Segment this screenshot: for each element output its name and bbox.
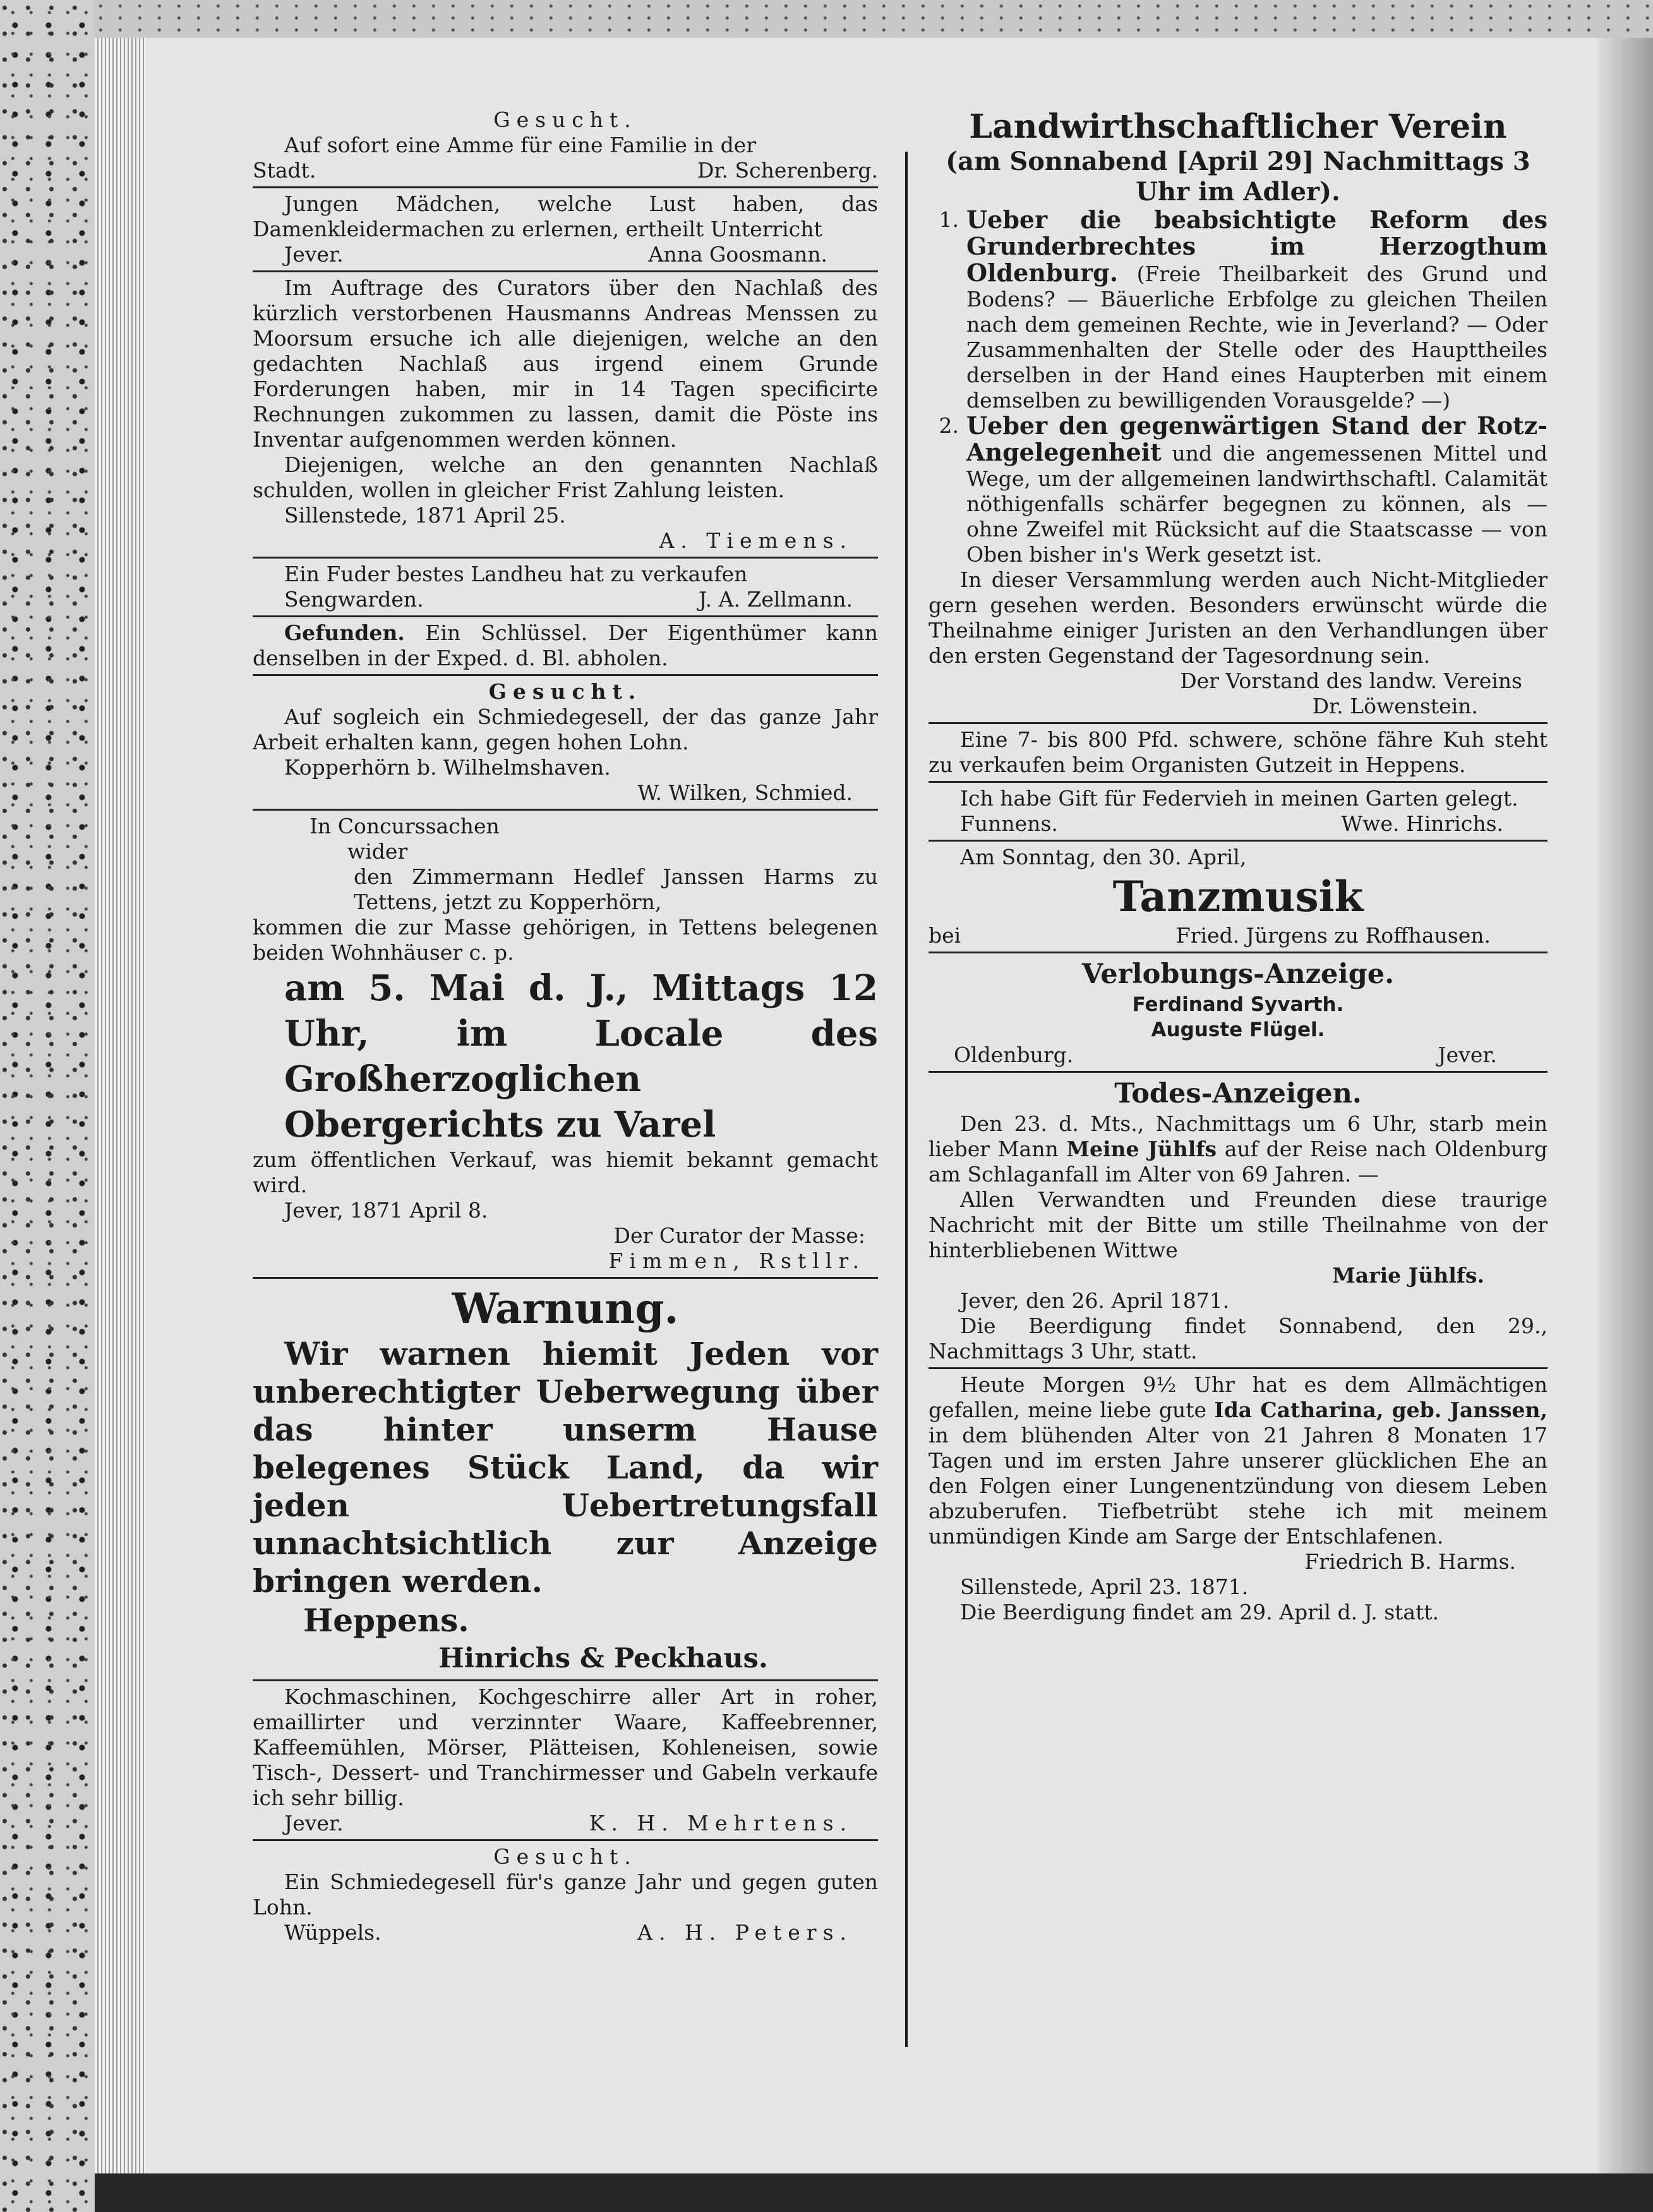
ad-text-6: in dem blühenden Alter von 21 Jahren 8 Monaten 17 Tagen und im ersten Jahre unserer glücklichen Ehe an den Folgen einer Lungenentzündung von diesem Leben abzuberufen. Tiefbetrübt stehe ich mit meinem unmündigen Kinde am Sarge der Entschlafenen. [929, 1423, 1548, 1549]
ad-text-2: Diejenigen, welche an den genannten Nachlaß schulden, wollen in gleicher Frist Zahlung leisten. [253, 452, 878, 502]
ad-landwirtschaft-verein [929, 107, 1548, 719]
ad-signer: Hinrichs & Peckhaus. [438, 1643, 768, 1674]
column-divider [905, 152, 908, 2047]
ad-heu [253, 562, 878, 612]
ad-text: Kochmaschinen, Kochgeschirre aller Art in roher, emaillirter und verzinnter Waare, Kaffeebrenner, Kaffeemühlen, Mörser, Plätteisen, Kohleneisen, sowie Tisch-, Dessert- und Tranchirmesser und Gabeln verkaufe ich sehr billig. [253, 1684, 878, 1810]
deceased-name: Meine Jühlfs [1066, 1137, 1217, 1161]
ad-text: Im Auftrage des Curators über den Nachlaß des kürzlich verstorbenen Hausmanns Andreas Menssen zu Moorsum ersuche ich alle diejenigen, welche an den gedachten Nachlaß aus irgend einem Grunde Forderungen haben, mir in 14 Tagen specificirte Rechnungen zukommen zu lassen, damit die Pöste ins Inventar aufgenommen werden können. [253, 275, 878, 452]
agenda-title: Ueber die beabsichtigte Reform des Grunderbrechtes im Herzogthum Oldenburg. [966, 205, 1548, 287]
ad-signer: W. Wilken, Schmied. [637, 780, 853, 805]
ad-separator [253, 674, 878, 676]
ad-separator [253, 1679, 878, 1681]
ad-heading: Warnung. [452, 1284, 679, 1333]
ad-text: In dieser Versammlung werden auch Nicht-Mitglieder gern gesehen werden. Besonders erwünscht würde die Theilnahme einiger Juristen an den Verhandlungen über den ersten Gegenstand der Tagesordnung sein. [929, 567, 1548, 668]
ad-place: Sengwarden. [284, 587, 424, 612]
ad-kochmaschinen [253, 1684, 878, 1836]
ad-text: Wir warnen hiemit Jeden vor unberechtigter Ueberwegung über das hinter unserm Hause belegenes Stück Land, da wir jeden Uebertretungsfall unnachtsichtlich zur Anzeige bringen werden. [253, 1335, 878, 1600]
ad-signer: A. Tiemens. [659, 528, 853, 553]
ad-place: Jever. [284, 1811, 344, 1835]
ad-separator [929, 722, 1548, 724]
ad-heading: Landwirthschaftlicher Verein [969, 107, 1507, 146]
ad-text: Auf sogleich ein Schmiedegesell, der das ganze Jahr Arbeit erhalten kann, gegen hohen Lohn. [253, 704, 878, 754]
ad-separator [929, 952, 1548, 953]
ad-separator [253, 186, 878, 188]
ad-signer: Anna Goosmann. [648, 242, 827, 267]
ad-line: bei [929, 923, 961, 948]
ad-heading: Gesucht. [493, 1844, 637, 1869]
ad-heading: Todes-Anzeigen. [1114, 1078, 1362, 1109]
ad-separator [929, 1071, 1548, 1073]
ad-signer-2: Dr. Löwenstein. [1312, 694, 1478, 718]
ad-line: wider [347, 839, 408, 864]
ad-separator [253, 270, 878, 272]
page-stack-edges [95, 38, 145, 2173]
ad-line-2: Fried. Jürgens zu Roffhausen. [1175, 923, 1491, 948]
ad-separator [253, 615, 878, 617]
ad-signer: Der Curator der Masse: [613, 1223, 865, 1248]
ad-signer: Der Vorstand des landw. Vereins [1180, 668, 1522, 693]
book-edge-speckle [0, 0, 95, 2212]
ad-kuh [929, 727, 1548, 778]
top-edge [95, 0, 1653, 38]
ad-place-2: Jever. [1438, 1043, 1497, 1067]
ad-place: Heppens. [303, 1602, 469, 1639]
ad-dateline: Jever, 1871 April 8. [284, 1198, 488, 1223]
ad-separator [253, 1839, 878, 1841]
ad-signer: Marie Jühlfs. [1332, 1263, 1484, 1288]
ad-signer: A. H. Peters. [637, 1920, 853, 1945]
left-column [253, 107, 878, 1945]
ad-heading: Gesucht. [488, 679, 642, 704]
ad-text-3: Allen Verwandten und Freunden diese traurige Nachricht mit der Bitte um stille Theilnahme von der hinterbliebenen Wittwe [929, 1187, 1548, 1262]
deceased-name-2: Ida Catharina, geb. Janssen, [1214, 1398, 1548, 1422]
ad-gesucht-amme [253, 107, 878, 183]
ad-gesucht-schmied [253, 679, 878, 806]
ad-auction-date: am 5. Mai d. J., Mittags 12 Uhr, im Locale des Großherzoglichen Obergerichts zu Varel [284, 967, 878, 1145]
ad-gift [929, 786, 1548, 837]
ad-gesucht-peters [253, 1844, 878, 1945]
ad-place: Jever. [284, 242, 344, 267]
ad-tanzmusik [929, 845, 1548, 948]
ad-nachlass [253, 275, 878, 553]
ad-todesanzeigen [929, 1076, 1548, 1625]
ad-dateline: Sillenstede, 1871 April 25. [284, 503, 566, 528]
ad-heading: Gefunden. [284, 620, 405, 645]
ad-place: Stadt. [253, 158, 316, 183]
agenda-title: Ueber den gegenwärtigen Stand der Rotz-Angelegenheit [966, 411, 1548, 466]
ad-text: Ein Schmiedegesell für's ganze Jahr und gegen guten Lohn. [253, 1870, 878, 1919]
ad-place: Kopperhörn b. Wilhelmshaven. [284, 755, 611, 780]
ad-text-5: Heute Morgen 9½ Uhr hat es dem Allmächtigen gefallen, meine liebe gute [929, 1372, 1548, 1422]
ad-text-2: auf der Reise nach Oldenburg am Schlaganfall im Alter von 69 Jahren. — [929, 1137, 1548, 1187]
ad-line: zum öffentlichen Verkauf, was hiemit bekannt gemacht wird. [253, 1147, 878, 1197]
agenda-number: 2. [939, 413, 959, 438]
right-column [929, 107, 1548, 1625]
ad-line: kommen die zur Masse gehörigen, in Tettens belegenen beiden Wohnhäuser c. p. [253, 915, 878, 965]
ad-text: Ich habe Gift für Federvieh in meinen Garten gelegt. [960, 786, 1518, 811]
agenda-number: 1. [939, 207, 959, 232]
ad-text: Den 23. d. Mts., Nachmittags um 6 Uhr, starb mein lieber Mann [929, 1111, 1548, 1161]
ad-heading: Tanzmusik [1112, 872, 1364, 921]
ad-line: In Concurssachen [310, 814, 500, 838]
ad-signer-2: Fimmen, Rstllr. [608, 1248, 865, 1273]
ad-separator [929, 1367, 1548, 1369]
ad-subheading: (am Sonnabend [April 29] Nachmittags 3 Uhr im Adler). [946, 147, 1530, 207]
ad-text-4: Die Beerdigung findet Sonnabend, den 29., Nachmittags 3 Uhr, statt. [929, 1314, 1548, 1363]
ad-dateline-2: Sillenstede, April 23. 1871. [960, 1574, 1249, 1599]
ad-signer: Dr. Scherenberg. [697, 158, 878, 183]
ad-dateline: Jever, den 26. April 1871. [960, 1288, 1230, 1313]
ad-signer-2: Friedrich B. Harms. [1304, 1549, 1516, 1574]
ad-name-2: Auguste Flügel. [1151, 1018, 1325, 1041]
ad-maedchen [253, 191, 878, 267]
ad-name: Ferdinand Syvarth. [1132, 993, 1344, 1016]
ad-warnung [253, 1282, 878, 1676]
ad-separator [929, 840, 1548, 842]
ad-text: Auf sofort eine Amme für eine Familie in der [284, 133, 757, 157]
ad-text: Eine 7- bis 800 Pfd. schwere, schöne fähre Kuh steht zu verkaufen beim Organisten Gutzeit in Heppens. [929, 727, 1548, 777]
ad-concurs [253, 814, 878, 1274]
bottom-edge [95, 2173, 1653, 2212]
ad-place: Oldenburg. [954, 1043, 1074, 1067]
ad-signer: Wwe. Hinrichs. [1341, 811, 1503, 836]
ad-text: Ein Fuder bestes Landheu hat zu verkaufen [284, 562, 748, 586]
ad-text: Jungen Mädchen, welche Lust haben, das Damenkleidermachen zu erlernen, ertheilt Unterricht [253, 191, 878, 241]
ad-separator [253, 1277, 878, 1279]
ad-line: Am Sonntag, den 30. April, [960, 845, 1247, 869]
ad-text-7: Die Beerdigung findet am 29. April d. J. statt. [960, 1600, 1440, 1624]
ad-signer: K. H. Mehrtens. [589, 1811, 853, 1835]
ad-verlobung [929, 957, 1548, 1068]
ad-place: Funnens. [960, 811, 1058, 836]
ad-line: den Zimmermann Hedlef Janssen Harms zu Tettens, jetzt zu Kopperhörn, [354, 864, 878, 914]
ad-separator [253, 557, 878, 559]
ad-signer: J. A. Zellmann. [699, 587, 853, 612]
ad-text: Ein Schlüssel. Der Eigenthümer kann denselben in der Exped. d. Bl. abholen. [253, 620, 878, 670]
ad-separator [253, 809, 878, 811]
ad-gefunden [253, 620, 878, 671]
ad-place: Wüppels. [284, 1920, 382, 1945]
agenda-text: (Freie Theilbarkeit des Grund und Bodens? — Bäuerliche Erbfolge zu gleichen Theilen nach dem gemeinen Rechte, wie in Jeverland? — Oder Zusammenhalten der Stelle oder des Haupttheiles derselben in der Hand eines Haupterben mit einem demselben zu bewilligenden Vorausgelde? —) [966, 262, 1548, 413]
page-curl-shade [1598, 38, 1653, 2173]
ad-heading: Gesucht. [493, 107, 637, 132]
agenda-text: und die angemessenen Mittel und Wege, um der allgemeinen landwirthschaftl. Calamität nöthigenfalls schärfer begegnen zu können, als — ohne Zweifel mit Rücksicht auf die Staatscasse — von Oben bisher in's Werk gesetzt ist. [966, 441, 1548, 567]
ad-heading: Verlobungs-Anzeige. [1081, 958, 1395, 990]
ad-separator [929, 781, 1548, 783]
